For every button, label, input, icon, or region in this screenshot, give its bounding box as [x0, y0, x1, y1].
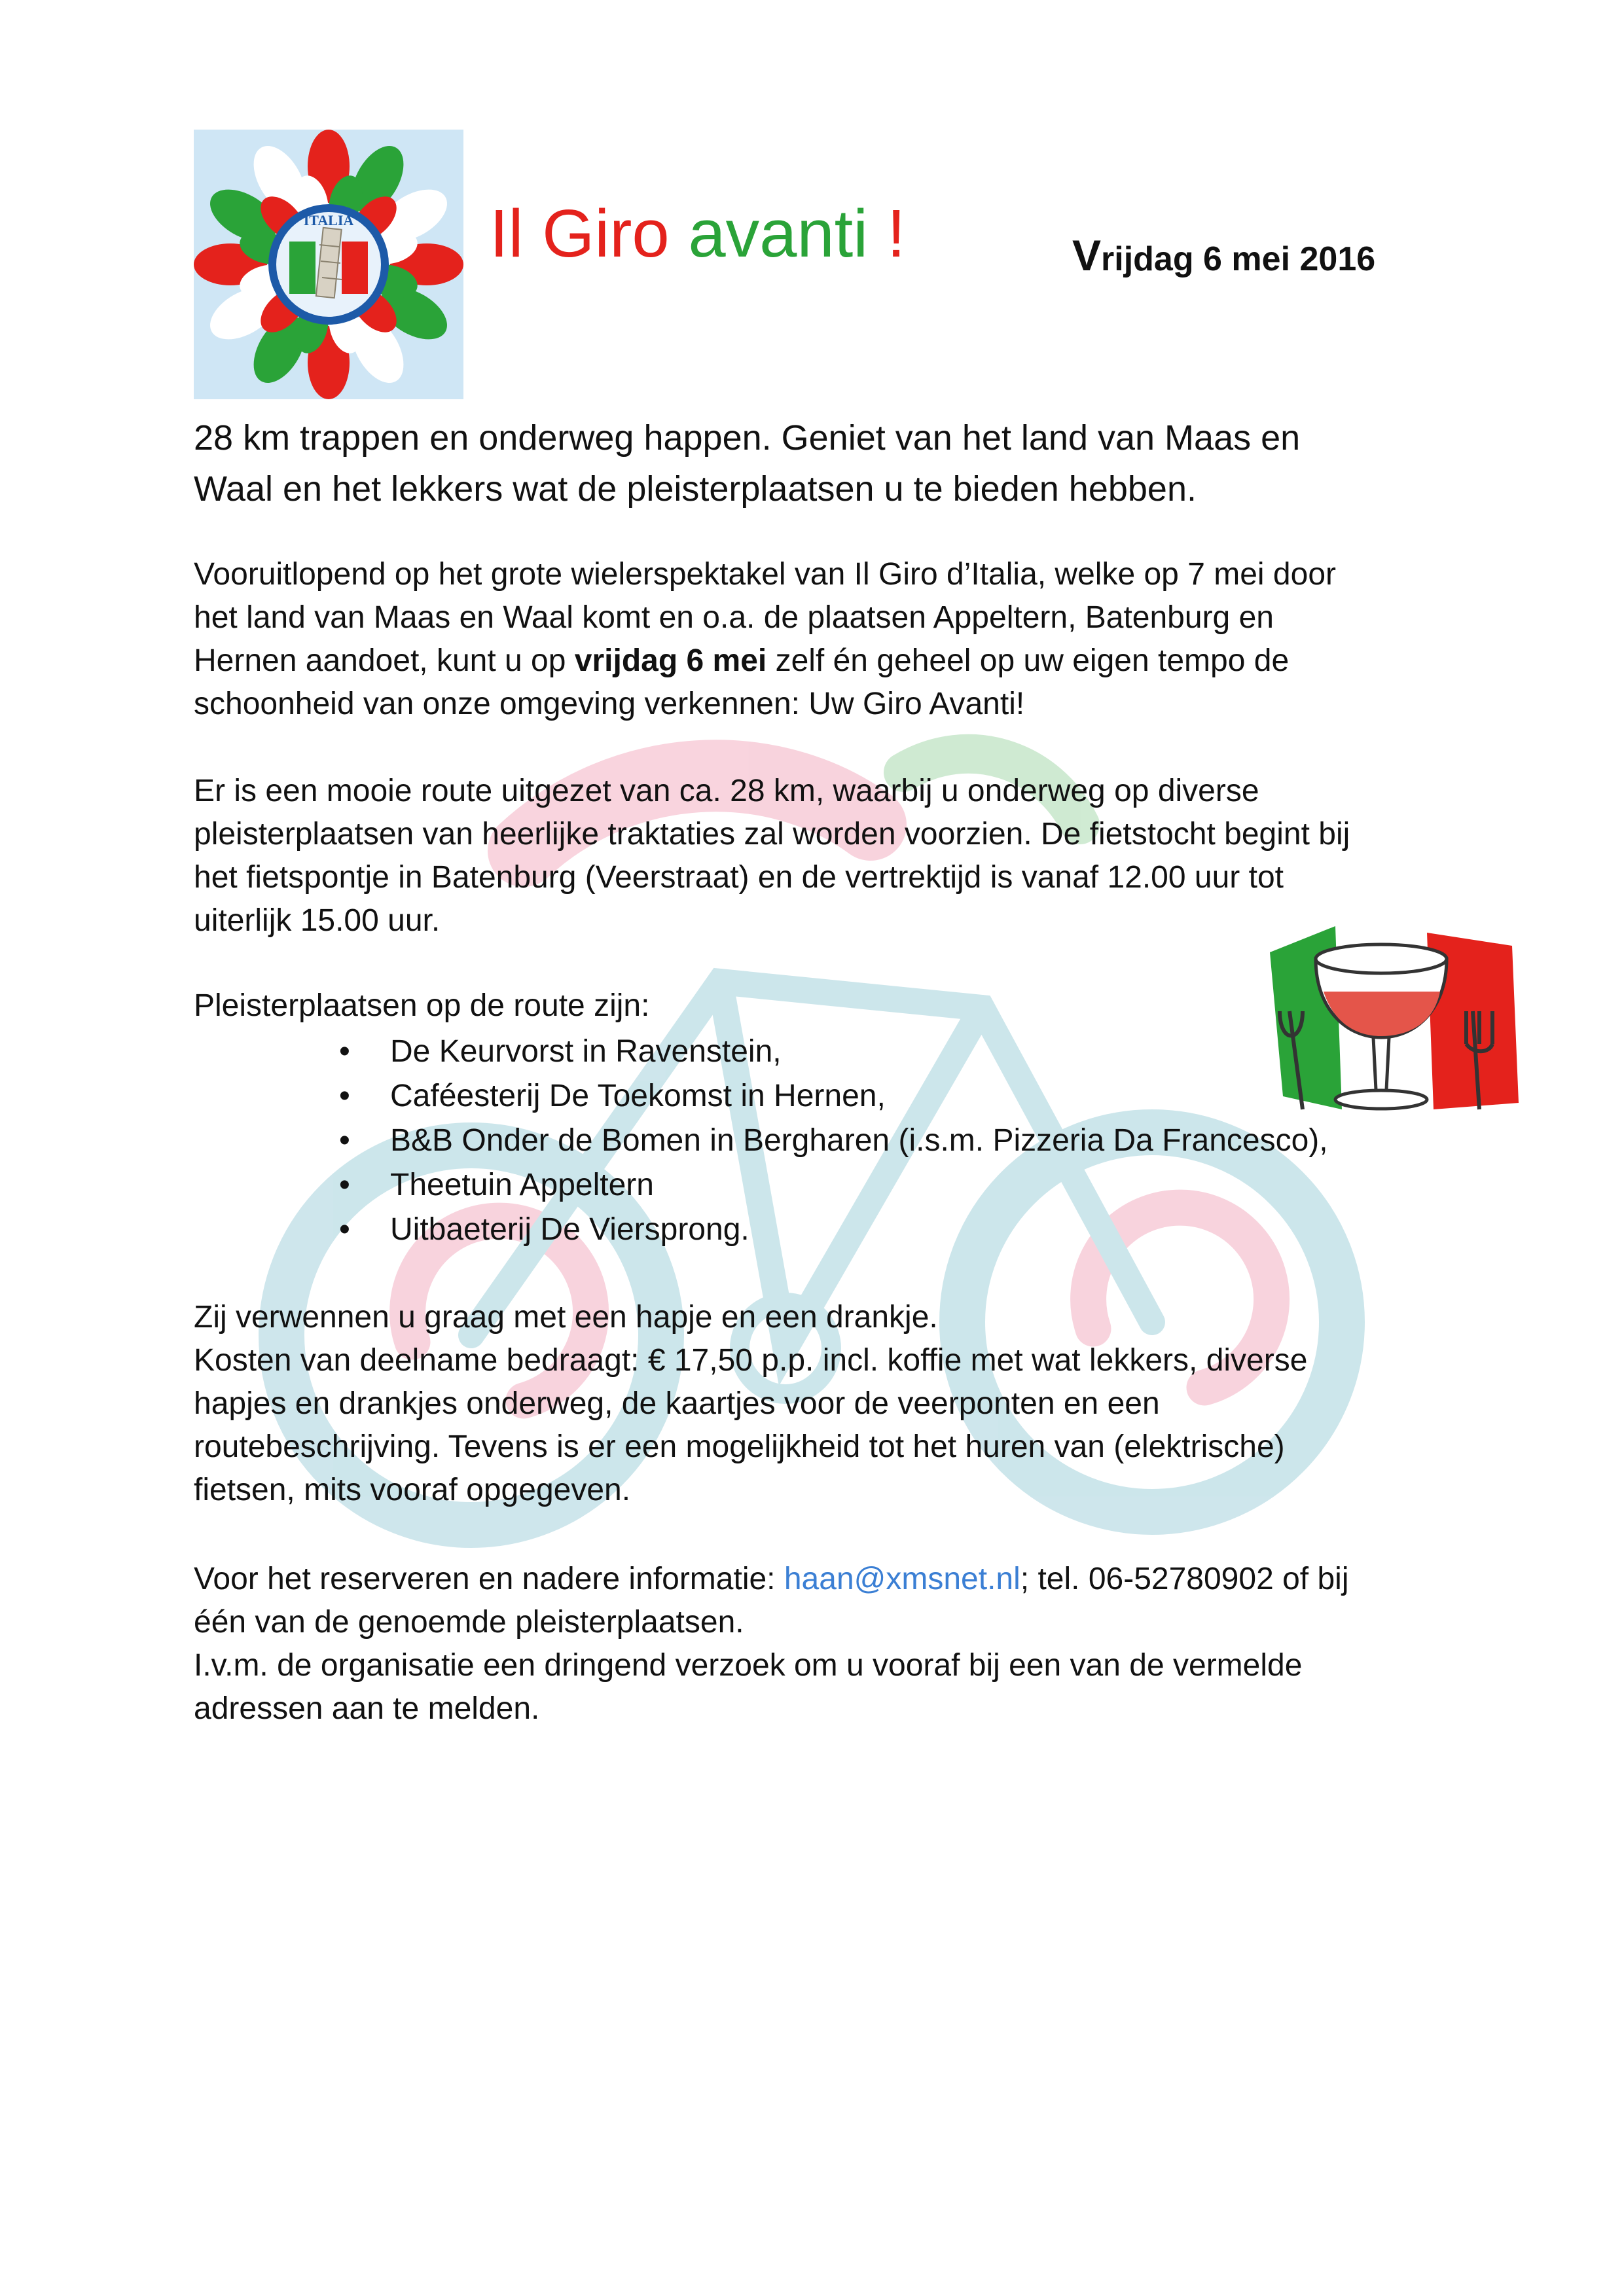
title-exclamation: !	[886, 196, 906, 271]
highlighted-date: vrijdag 6 mei	[574, 643, 767, 678]
text-line: hapjes en drankjes onderweg, de kaartjes voor de veerponten en een	[194, 1386, 1160, 1421]
text-line: schoonheid van onze omgeving verkennen: Uw Giro Avanti!	[194, 687, 1025, 721]
text-line: Vooruitlopend op het grote wielerspektakel van Il Giro d’Italia, welke op 7 mei door	[194, 557, 1336, 592]
title-il-giro: Il Giro	[490, 196, 670, 271]
text-run: ; tel. 06-52780902 of bij	[1020, 1562, 1349, 1596]
text-line: Er is een mooie route uitgezet van ca. 28 km, waarbij u onderweg op diverse	[194, 774, 1259, 808]
logo-text: ITALIA	[303, 212, 354, 228]
places-list	[194, 1030, 1328, 1252]
text-run: Voor het reserveren en nadere informatie:	[194, 1562, 784, 1596]
text-line: pleisterplaatsen van heerlijke traktaties zal worden voorzien. De fietstocht begint bij	[194, 817, 1350, 852]
list-item: • Caféesterij De Toekomst in Hernen,	[194, 1074, 1328, 1119]
event-date-rest: rijdag 6 mei 2016	[1101, 240, 1376, 278]
text-line: Zij verwennen u graag met een hapje en een drankje.	[194, 1300, 938, 1335]
list-item: • Theetuin Appeltern	[194, 1163, 1328, 1208]
italia-rosette-logo	[194, 130, 463, 399]
places-heading: Pleisterplaatsen op de route zijn:	[194, 988, 650, 1023]
text-line: uiterlijk 15.00 uur.	[194, 903, 441, 938]
text-line: het land van Maas en Waal komt en o.a. de plaatsen Appeltern, Batenburg en	[194, 600, 1274, 635]
text-line: routebeschrijving. Tevens is er een mogelijkheid tot het huren van (elektrische)	[194, 1429, 1285, 1464]
text-line: één van de genoemde pleisterplaatsen.	[194, 1605, 744, 1640]
paragraph-route	[194, 770, 1451, 942]
text-run: zelf én geheel op uw eigen tempo de	[767, 643, 1290, 678]
paragraph-contact	[194, 1558, 1451, 1731]
intro-line: Waal en het lekkers wat de pleisterplaatsen u te bieden hebben.	[194, 469, 1197, 509]
list-item: • De Keurvorst in Ravenstein,	[194, 1030, 1328, 1074]
intro-line: 28 km trappen en onderweg happen. Geniet van het land van Maas en	[194, 418, 1301, 457]
text-line	[194, 1558, 1451, 1601]
title-avanti: avanti	[688, 196, 869, 271]
text-line	[194, 639, 1451, 683]
email-link[interactable]: haan@xmsnet.nl	[784, 1562, 1020, 1596]
text-line: adressen aan te melden.	[194, 1691, 540, 1726]
event-date-initial: V	[1072, 231, 1102, 279]
text-line: I.v.m. de organisatie een dringend verzoek om u vooraf bij een van de vermelde	[194, 1648, 1303, 1683]
event-title	[490, 196, 906, 271]
list-item: • Uitbaeterij De Viersprong.	[194, 1208, 1328, 1252]
list-item: • B&B Onder de Bomen in Bergharen (i.s.m. Pizzeria Da Francesco),	[194, 1119, 1328, 1163]
text-line: het fietspontje in Batenburg (Veerstraat) en de vertrektijd is vanaf 12.00 uur tot	[194, 860, 1284, 895]
text-run: Hernen aandoet, kunt u op	[194, 643, 575, 678]
paragraph-announcement	[194, 553, 1451, 726]
event-date	[1072, 230, 1375, 280]
text-line: fietsen, mits vooraf opgegeven.	[194, 1473, 631, 1507]
paragraph-costs	[194, 1296, 1451, 1512]
text-line: Kosten van deelname bedraagt: € 17,50 p.p. incl. koffie met wat lekkers, diverse	[194, 1343, 1308, 1378]
intro-paragraph	[194, 412, 1437, 514]
